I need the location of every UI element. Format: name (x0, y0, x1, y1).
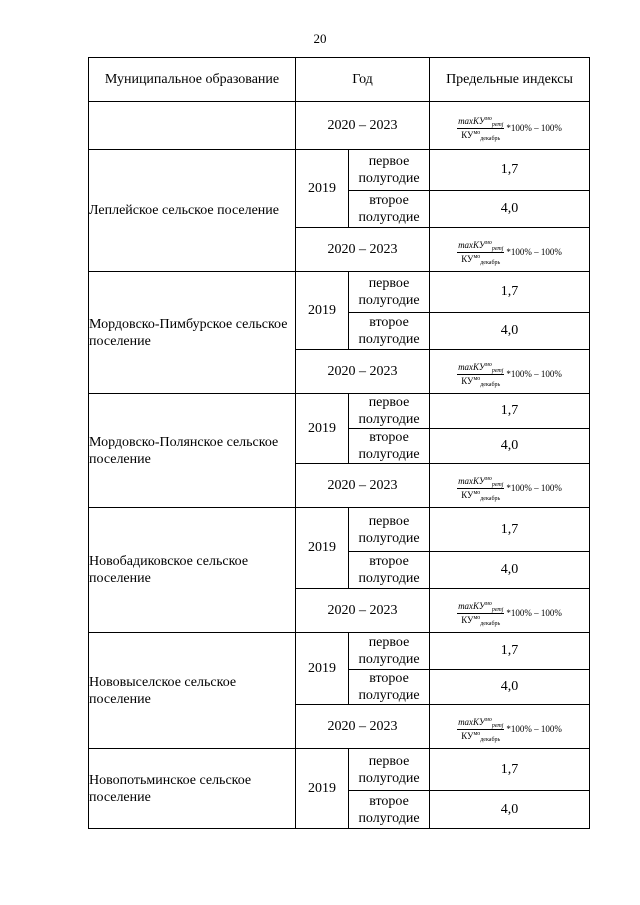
first-half-value: 1,7 (430, 508, 590, 552)
municipality-name: Леплейское сельское поселение (89, 150, 296, 272)
limit-indices-table (88, 57, 590, 829)
table-row (89, 633, 590, 670)
table-row (89, 749, 590, 791)
second-half-value: 4,0 (430, 191, 590, 228)
period-cell: 2020 – 2023 (296, 102, 430, 150)
limit-index-formula (457, 240, 562, 265)
year-cell: 2019 (296, 150, 349, 228)
formula-denominator (461, 129, 500, 141)
denominator-sup: мо (473, 129, 481, 136)
table-body (89, 102, 590, 829)
denominator-sup: мо (473, 253, 481, 260)
denominator-sub: декабрь (480, 736, 501, 743)
formula-denominator (461, 614, 500, 626)
second-half-label: второе полугодие (349, 191, 430, 228)
municipality-name: Новобадиковское сельское поселение (89, 508, 296, 633)
period-cell: 2020 – 2023 (296, 228, 430, 272)
second-half-label: второе полугодие (349, 429, 430, 464)
first-half-value: 1,7 (430, 272, 590, 313)
header-row (89, 58, 590, 102)
formula-cell (430, 228, 590, 272)
table-row (89, 150, 590, 191)
numerator-sup: мо (484, 361, 492, 368)
formula-fraction (457, 362, 504, 387)
period-cell: 2020 – 2023 (296, 464, 430, 508)
page-number: 20 (313, 31, 327, 46)
numerator-sub: ретj (491, 481, 504, 488)
denominator-text: КУ (461, 129, 474, 140)
denominator-sup: мо (473, 489, 481, 496)
denominator-sup: мо (473, 614, 481, 621)
second-half-value: 4,0 (430, 429, 590, 464)
formula-cell (430, 464, 590, 508)
formula-numerator (457, 240, 504, 253)
period-cell: 2020 – 2023 (296, 589, 430, 633)
numerator-sup: мо (484, 475, 492, 482)
second-half-label: второе полугодие (349, 791, 430, 829)
formula-cell (430, 350, 590, 394)
formula-fraction (457, 717, 504, 742)
formula-cell (430, 589, 590, 633)
second-half-value: 4,0 (430, 313, 590, 350)
limit-index-formula (457, 362, 562, 387)
numerator-sup: мо (484, 239, 492, 246)
second-half-value: 4,0 (430, 552, 590, 589)
second-half-value: 4,0 (430, 670, 590, 705)
formula-tail: *100% – 100% (506, 483, 562, 493)
formula-cell (430, 705, 590, 749)
formula-tail: *100% – 100% (506, 247, 562, 257)
numerator-sub: ретj (491, 245, 504, 252)
year-cell: 2019 (296, 272, 349, 350)
first-half-value: 1,7 (430, 150, 590, 191)
second-half-label: второе полугодие (349, 313, 430, 350)
year-cell: 2019 (296, 633, 349, 705)
first-half-label: первое полугодие (349, 150, 430, 191)
numerator-text: maxКУ (458, 716, 485, 727)
denominator-sub: декабрь (480, 620, 501, 627)
denominator-sub: декабрь (480, 381, 501, 388)
formula-tail: *100% – 100% (506, 724, 562, 734)
numerator-text: maxКУ (458, 600, 485, 611)
period-cell: 2020 – 2023 (296, 705, 430, 749)
municipality-cell-empty (89, 102, 296, 150)
table-row (89, 394, 590, 429)
municipality-name: Мордовско-Пимбурское сельское поселение (89, 272, 296, 394)
formula-fraction (457, 240, 504, 265)
denominator-text: КУ (461, 614, 474, 625)
first-half-label: первое полугодие (349, 749, 430, 791)
header-limit-indices: Предельные индексы (430, 58, 590, 102)
year-cell: 2019 (296, 394, 349, 464)
formula-fraction (457, 601, 504, 626)
formula-numerator (457, 601, 504, 614)
municipality-name: Нововыселское сельское поселение (89, 633, 296, 749)
municipality-name: Мордовско-Полянское сельское поселение (89, 394, 296, 508)
numerator-sub: ретj (491, 722, 504, 729)
formula-numerator (457, 717, 504, 730)
numerator-text: maxКУ (458, 239, 485, 250)
municipality-name: Новопотьминское сельское поселение (89, 749, 296, 829)
denominator-text: КУ (461, 375, 474, 386)
denominator-sub: декабрь (480, 135, 501, 142)
first-half-value: 1,7 (430, 749, 590, 791)
numerator-text: maxКУ (458, 115, 485, 126)
limit-index-formula (457, 116, 562, 141)
formula-cell (430, 102, 590, 150)
formula-fraction (457, 476, 504, 501)
first-half-label: первое полугодие (349, 394, 430, 429)
formula-denominator (461, 730, 500, 742)
first-half-value: 1,7 (430, 394, 590, 429)
numerator-sub: ретj (491, 367, 504, 374)
numerator-sub: ретj (491, 606, 504, 613)
table-row (89, 272, 590, 313)
formula-tail: *100% – 100% (506, 123, 562, 133)
numerator-sup: мо (484, 115, 492, 122)
formula-denominator (461, 489, 500, 501)
formula-denominator (461, 375, 500, 387)
formula-numerator (457, 116, 504, 129)
numerator-sup: мо (484, 600, 492, 607)
first-half-label: первое полугодие (349, 633, 430, 670)
numerator-text: maxКУ (458, 361, 485, 372)
limit-index-formula (457, 476, 562, 501)
second-half-label: второе полугодие (349, 552, 430, 589)
denominator-text: КУ (461, 730, 474, 741)
second-half-label: второе полугодие (349, 670, 430, 705)
denominator-text: КУ (461, 489, 474, 500)
formula-numerator (457, 476, 504, 489)
denominator-sup: мо (473, 375, 481, 382)
second-half-value: 4,0 (430, 791, 590, 829)
denominator-sub: декабрь (480, 495, 501, 502)
formula-numerator (457, 362, 504, 375)
table-row (89, 508, 590, 552)
year-cell: 2019 (296, 508, 349, 589)
first-half-label: первое полугодие (349, 508, 430, 552)
numerator-sup: мо (484, 716, 492, 723)
header-year: Год (296, 58, 430, 102)
period-cell: 2020 – 2023 (296, 350, 430, 394)
formula-fraction (457, 116, 504, 141)
formula-tail: *100% – 100% (506, 369, 562, 379)
numerator-text: maxКУ (458, 475, 485, 486)
limit-index-formula (457, 601, 562, 626)
denominator-sup: мо (473, 730, 481, 737)
denominator-sub: декабрь (480, 259, 501, 266)
formula-tail: *100% – 100% (506, 608, 562, 618)
first-half-value: 1,7 (430, 633, 590, 670)
numerator-sub: ретj (491, 121, 504, 128)
limit-index-formula (457, 717, 562, 742)
header-municipality: Муниципальное образование (89, 58, 296, 102)
year-cell: 2019 (296, 749, 349, 829)
table-row (89, 102, 590, 150)
denominator-text: КУ (461, 253, 474, 264)
formula-denominator (461, 253, 500, 265)
first-half-label: первое полугодие (349, 272, 430, 313)
